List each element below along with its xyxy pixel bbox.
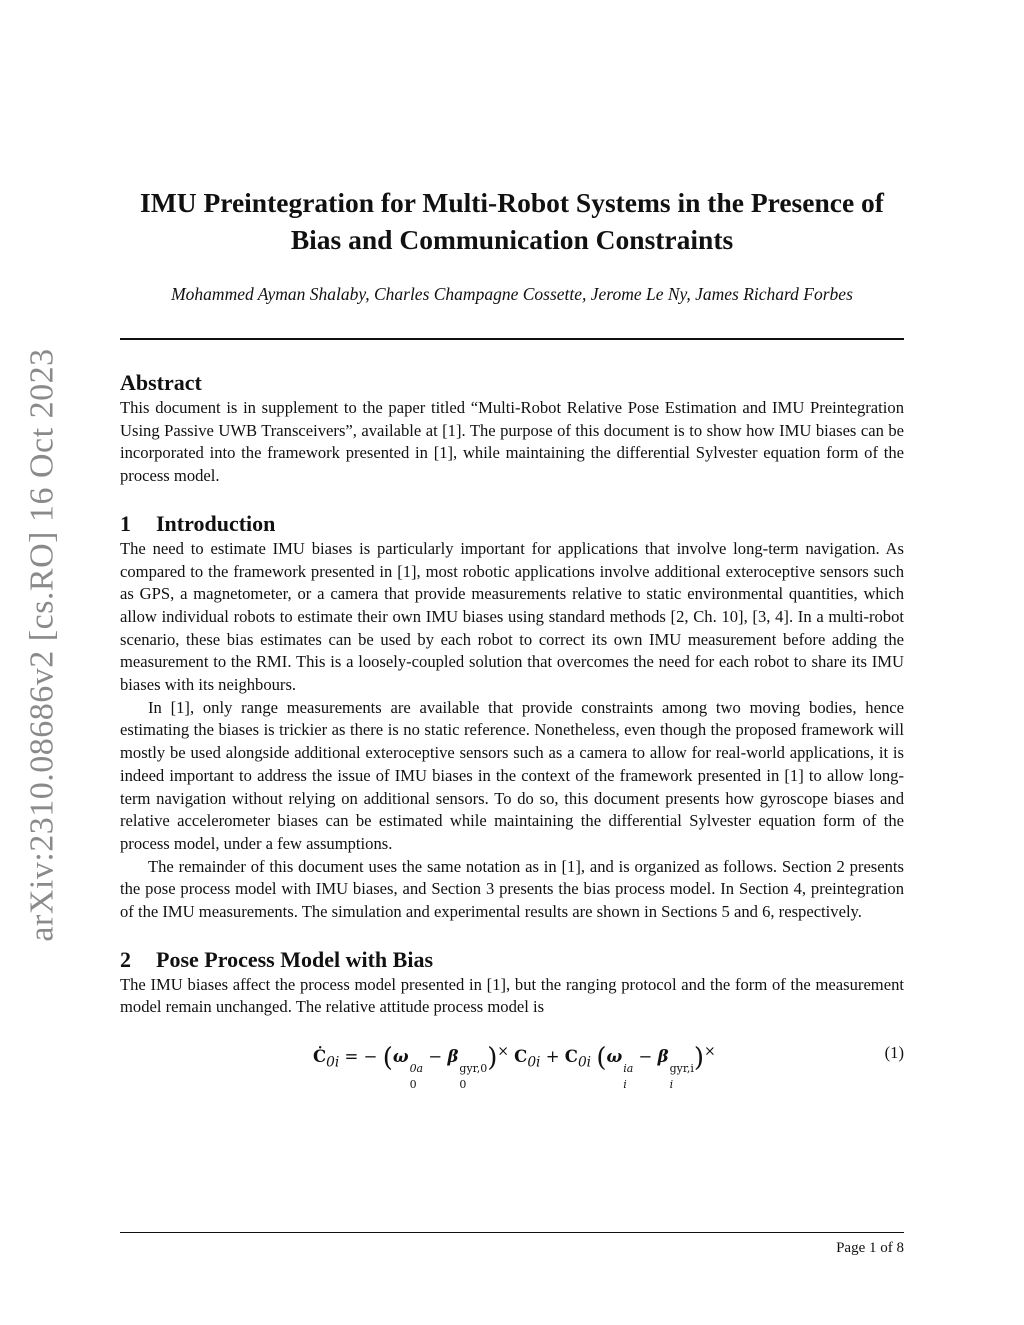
eq-C-2: C (564, 1047, 578, 1067)
eq-beta-1-sup: gyr,0 (459, 1062, 488, 1076)
equation-1-number: (1) (884, 1043, 904, 1063)
equation-1-body (313, 1043, 716, 1091)
eq-beta-1: β (447, 1047, 459, 1067)
paper-body (120, 369, 904, 1093)
section-2-title: Pose Process Model with Bias (156, 946, 434, 972)
title-divider (120, 338, 904, 340)
section-1-paragraph-2: In [1], only range measurements are available that provide constraints among two moving bodies, hence estimating the biases is trickier as there is no static reference. Nonetheless, even though the proposed framework will mostly be used alongside additional exteroceptive sensors such as a camera to allow for real-world applications, it is indeed important to address the issue of IMU biases in the context of the framework presented in [1] to allow long-term navigation without relying on additional sensors. To do so, this document presents how gyroscope biases and relative accelerometer biases can be estimated while maintaining the differential Sylvester equation form of the process model, under a few assumptions. (120, 697, 904, 853)
title-line-2: Bias and Communication Constraints (290, 224, 734, 255)
eq-lparen-1: ( (382, 1043, 393, 1074)
eq-lhs-sub: 0i (326, 1054, 340, 1071)
eq-cross-1: × (497, 1043, 509, 1060)
section-1-paragraph-3: The remainder of this document uses the same notation as in [1], and is organized as follows. Section 2 presents the pose process model with IMU biases, and Section 3 presents the bias process model. In Section 4, preintegration of the IMU measurements. The simulation and experimental results are shown in Sections 5 and 6, respectively. (120, 856, 904, 922)
page-number: Page 1 of 8 (836, 1240, 904, 1256)
eq-C-2-sub: 0i (577, 1054, 592, 1071)
eq-plus: + (540, 1047, 565, 1067)
footer-divider (120, 1232, 904, 1233)
section-2-paragraph-1: The IMU biases affect the process model presented in [1], but the ranging protocol and the form of the measurement model remain unchanged. The relative attitude process model is (120, 974, 904, 1017)
eq-beta-2: β (657, 1047, 669, 1067)
eq-rparen-2: ) (693, 1043, 705, 1074)
eq-lhs: Ċ (313, 1047, 327, 1067)
eq-C-1-sub: 0i (527, 1054, 541, 1071)
eq-rparen-1: ) (487, 1043, 498, 1074)
section-1-paragraph-1: The need to estimate IMU biases is particularly important for applications that involve long-term navigation. As compared to the framework presented in [1], most robotic applications involve additional exteroceptive sensors such as GPS, a magnetometer, or a camera that provide measurements relative to static environmental quantities, which allow individual robots to estimate their own IMU biases using standard methods [2, Ch. 10], [3, 4]. In a multi-robot scenario, these bias estimates can be used by each robot to correct its own IMU measurement before adding the measurement to the RMI. This is a loosely-coupled solution that overcomes the need for each robot to share its IMU biases with its neighbours. (120, 538, 904, 695)
eq-C-1: C (514, 1047, 528, 1067)
paper-title (120, 184, 904, 258)
abstract-text: This document is in supplement to the paper titled “Multi-Robot Relative Pose Estimation and IMU Preintegration Using Passive UWB Transceivers”, available at [1]. The purpose of this document is to show how IMU biases can be incorporated into the framework presented in [1], while maintaining the differential Sylvester equation form of the process model. (120, 398, 904, 486)
eq-omega-2-sup: ia (623, 1062, 634, 1076)
arxiv-watermark-text: arXiv:2310.08686v2 [cs.RO] 16 Oct 2023 (24, 348, 61, 942)
section-1-number: 1 (120, 510, 131, 536)
section-2-heading (120, 946, 904, 974)
eq-omega-1: ω (392, 1047, 409, 1067)
arxiv-watermark (18, 340, 68, 950)
eq-minus-2: − (633, 1047, 658, 1067)
eq-omega-2: ω (606, 1047, 623, 1067)
title-line-1: IMU Preintegration for Multi-Robot Systems in the Presence of (140, 187, 884, 218)
eq-beta-1-sub: 0 (459, 1078, 467, 1092)
abstract-heading: Abstract (120, 370, 202, 395)
equation-1 (120, 1035, 904, 1093)
eq-beta-2-sup: gyr,i (669, 1062, 694, 1076)
author-list: Mohammed Ayman Shalaby, Charles Champagne Cossette, Jerome Le Ny, James Richard Forbes (171, 284, 853, 304)
section-1-heading (120, 510, 904, 538)
eq-lparen-2: ( (596, 1043, 607, 1074)
eq-beta-2-sub: i (669, 1078, 674, 1092)
eq-omega-1-sup: 0a (409, 1062, 424, 1076)
eq-omega-1-sub: 0 (409, 1078, 417, 1092)
eq-cross-2: × (704, 1043, 716, 1060)
eq-minus-1: − (423, 1047, 448, 1067)
section-1-title: Introduction (156, 510, 276, 536)
eq-equals: = − (339, 1047, 378, 1067)
section-2-number: 2 (120, 946, 131, 972)
eq-omega-2-sub: i (623, 1078, 627, 1092)
